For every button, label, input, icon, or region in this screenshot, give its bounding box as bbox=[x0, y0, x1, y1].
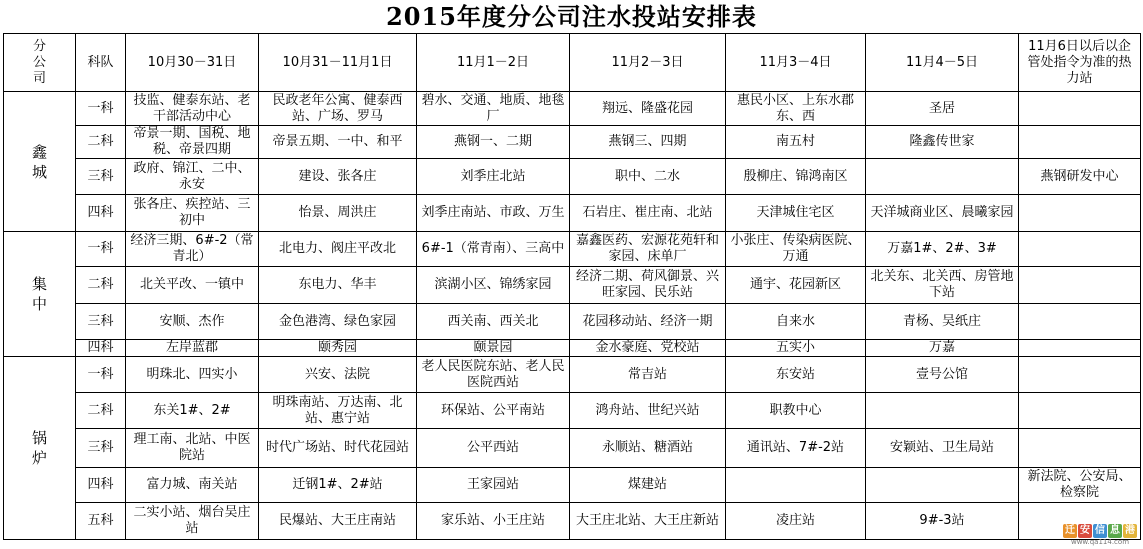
company-cell: 鑫城 bbox=[4, 92, 76, 232]
station-cell: 民政老年公寓、健泰西站、广场、罗马 bbox=[259, 92, 417, 126]
station-cell: 新法院、公安局、检察院 bbox=[1019, 468, 1141, 503]
station-cell: 燕钢研发中心 bbox=[1019, 159, 1141, 195]
station-cell bbox=[1019, 126, 1141, 159]
header-cell: 科队 bbox=[76, 34, 126, 92]
watermark-char: 迁 bbox=[1065, 525, 1075, 536]
station-cell: 大王庄北站、大王庄新站 bbox=[570, 503, 726, 540]
station-cell: 翔远、隆盛花园 bbox=[570, 92, 726, 126]
station-cell bbox=[726, 468, 866, 503]
station-cell: 北关平改、一镇中 bbox=[126, 267, 259, 304]
watermark-char: 港 bbox=[1125, 525, 1135, 536]
station-cell: 理工南、北站、中医院站 bbox=[126, 429, 259, 468]
station-cell: 鸿舟站、世纪兴站 bbox=[570, 393, 726, 429]
team-cell: 一科 bbox=[76, 92, 126, 126]
company-cell: 锅炉 bbox=[4, 357, 76, 540]
watermark-logo bbox=[1063, 524, 1137, 546]
station-cell: 天津城住宅区 bbox=[726, 195, 866, 232]
team-cell: 一科 bbox=[76, 232, 126, 267]
header-cell: 10月30－31日 bbox=[126, 34, 259, 92]
station-cell: 金色港湾、绿色家园 bbox=[259, 304, 417, 340]
station-cell: 青杨、吴纸庄 bbox=[866, 304, 1019, 340]
station-cell: 老人民医院东站、老人民医院西站 bbox=[417, 357, 570, 393]
station-cell: 刘季庄北站 bbox=[417, 159, 570, 195]
station-cell: 壹号公馆 bbox=[866, 357, 1019, 393]
team-cell: 四科 bbox=[76, 468, 126, 503]
station-cell: 帝景五期、一中、和平 bbox=[259, 126, 417, 159]
station-cell: 6#-1（常青南）、三高中 bbox=[417, 232, 570, 267]
station-cell: 煤建站 bbox=[570, 468, 726, 503]
station-cell: 经济三期、6#-2（常青北） bbox=[126, 232, 259, 267]
station-cell: 天洋城商业区、晨曦家园 bbox=[866, 195, 1019, 232]
station-cell bbox=[1019, 267, 1141, 304]
station-cell bbox=[1019, 340, 1141, 357]
table-row bbox=[4, 340, 1141, 357]
station-cell: 帝景一期、国税、地税、帝景四期 bbox=[126, 126, 259, 159]
station-cell: 刘季庄南站、市政、万生 bbox=[417, 195, 570, 232]
team-cell: 二科 bbox=[76, 393, 126, 429]
station-cell: 圣居 bbox=[866, 92, 1019, 126]
team-cell: 二科 bbox=[76, 126, 126, 159]
schedule-table bbox=[3, 33, 1141, 540]
table-row bbox=[4, 92, 1141, 126]
station-cell bbox=[866, 159, 1019, 195]
station-cell: 左岸蓝郡 bbox=[126, 340, 259, 357]
station-cell: 常吉站 bbox=[570, 357, 726, 393]
station-cell: 金水豪庭、党校站 bbox=[570, 340, 726, 357]
table-row bbox=[4, 429, 1141, 468]
station-cell: 政府、锦江、二中、永安 bbox=[126, 159, 259, 195]
station-cell: 万嘉 bbox=[866, 340, 1019, 357]
station-cell: 通讯站、7#-2站 bbox=[726, 429, 866, 468]
team-cell: 一科 bbox=[76, 357, 126, 393]
station-cell: 石岩庄、崔庄南、北站 bbox=[570, 195, 726, 232]
watermark-url: www.qa114.com bbox=[1070, 538, 1130, 546]
table-row bbox=[4, 357, 1141, 393]
station-cell: 时代广场站、时代花园站 bbox=[259, 429, 417, 468]
station-cell: 技监、健泰东站、老干部活动中心 bbox=[126, 92, 259, 126]
header-cell: 10月31－11月1日 bbox=[259, 34, 417, 92]
station-cell: 环保站、公平南站 bbox=[417, 393, 570, 429]
table-row bbox=[4, 304, 1141, 340]
table-row bbox=[4, 159, 1141, 195]
station-cell: 燕钢三、四期 bbox=[570, 126, 726, 159]
station-cell: 职中、二水 bbox=[570, 159, 726, 195]
station-cell: 王家园站 bbox=[417, 468, 570, 503]
station-cell bbox=[1019, 232, 1141, 267]
table-row bbox=[4, 126, 1141, 159]
station-cell bbox=[1019, 92, 1141, 126]
team-cell: 三科 bbox=[76, 159, 126, 195]
station-cell: 滨湖小区、锦绣家园 bbox=[417, 267, 570, 304]
station-cell: 颐秀园 bbox=[259, 340, 417, 357]
station-cell: 职教中心 bbox=[726, 393, 866, 429]
table-row bbox=[4, 503, 1141, 540]
team-cell: 四科 bbox=[76, 195, 126, 232]
header-cell: 11月1－2日 bbox=[417, 34, 570, 92]
station-cell bbox=[1019, 429, 1141, 468]
station-cell: 东关1#、2# bbox=[126, 393, 259, 429]
station-cell: 兴安、法院 bbox=[259, 357, 417, 393]
header-cell: 11月3－4日 bbox=[726, 34, 866, 92]
team-cell: 二科 bbox=[76, 267, 126, 304]
station-cell: 怡景、周洪庄 bbox=[259, 195, 417, 232]
team-cell: 五科 bbox=[76, 503, 126, 540]
station-cell: 凌庄站 bbox=[726, 503, 866, 540]
station-cell: 燕钢一、二期 bbox=[417, 126, 570, 159]
team-cell: 三科 bbox=[76, 429, 126, 468]
station-cell bbox=[1019, 393, 1141, 429]
station-cell: 9#-3站 bbox=[866, 503, 1019, 540]
station-cell: 花园移动站、经济一期 bbox=[570, 304, 726, 340]
station-cell: 经济二期、荷风御景、兴旺家园、民乐站 bbox=[570, 267, 726, 304]
watermark-char: 信 bbox=[1095, 525, 1105, 536]
station-cell: 北关东、北关西、房管地下站 bbox=[866, 267, 1019, 304]
station-cell: 东电力、华丰 bbox=[259, 267, 417, 304]
header-cell: 分公司 bbox=[4, 34, 76, 92]
station-cell: 建设、张各庄 bbox=[259, 159, 417, 195]
station-cell bbox=[866, 393, 1019, 429]
station-cell: 张各庄、疾控站、三初中 bbox=[126, 195, 259, 232]
header-cell: 11月4－5日 bbox=[866, 34, 1019, 92]
watermark-char: 息 bbox=[1110, 525, 1120, 536]
station-cell bbox=[1019, 304, 1141, 340]
station-cell bbox=[1019, 357, 1141, 393]
station-cell: 富力城、南关站 bbox=[126, 468, 259, 503]
station-cell: 安颖站、卫生局站 bbox=[866, 429, 1019, 468]
station-cell: 东安站 bbox=[726, 357, 866, 393]
company-cell: 集中 bbox=[4, 232, 76, 357]
station-cell bbox=[1019, 195, 1141, 232]
station-cell: 隆鑫传世家 bbox=[866, 126, 1019, 159]
station-cell: 西关南、西关北 bbox=[417, 304, 570, 340]
station-cell: 北电力、阀庄平改北 bbox=[259, 232, 417, 267]
page-title: 2015年度分公司注水投站安排表 bbox=[386, 2, 757, 31]
station-cell bbox=[866, 468, 1019, 503]
station-cell: 万嘉1#、2#、3# bbox=[866, 232, 1019, 267]
station-cell: 惠民小区、上东水郡东、西 bbox=[726, 92, 866, 126]
header-cell: 11月6日以后以企管处指令为准的热力站 bbox=[1019, 34, 1141, 92]
station-cell: 碧水、交通、地质、地毯厂 bbox=[417, 92, 570, 126]
station-cell: 公平西站 bbox=[417, 429, 570, 468]
station-cell: 迁钢1#、2#站 bbox=[259, 468, 417, 503]
header-row bbox=[4, 34, 1141, 92]
team-cell: 三科 bbox=[76, 304, 126, 340]
station-cell: 明珠北、四实小 bbox=[126, 357, 259, 393]
station-cell: 永顺站、糖酒站 bbox=[570, 429, 726, 468]
station-cell: 明珠南站、万达南、北站、惠宁站 bbox=[259, 393, 417, 429]
table-row bbox=[4, 468, 1141, 503]
station-cell: 安顺、杰作 bbox=[126, 304, 259, 340]
station-cell: 小张庄、传染病医院、万通 bbox=[726, 232, 866, 267]
table-row bbox=[4, 232, 1141, 267]
station-cell: 自来水 bbox=[726, 304, 866, 340]
station-cell: 民爆站、大王庄南站 bbox=[259, 503, 417, 540]
station-cell: 南五村 bbox=[726, 126, 866, 159]
station-cell: 家乐站、小王庄站 bbox=[417, 503, 570, 540]
station-cell: 嘉鑫医药、宏源花苑轩和家园、床单厂 bbox=[570, 232, 726, 267]
station-cell: 五实小 bbox=[726, 340, 866, 357]
table-row bbox=[4, 267, 1141, 304]
station-cell: 通宇、花园新区 bbox=[726, 267, 866, 304]
team-cell: 四科 bbox=[76, 340, 126, 357]
station-cell: 殷柳庄、锦鸿南区 bbox=[726, 159, 866, 195]
watermark-char: 安 bbox=[1080, 525, 1090, 536]
header-cell: 11月2－3日 bbox=[570, 34, 726, 92]
table-row bbox=[4, 195, 1141, 232]
station-cell: 颐景园 bbox=[417, 340, 570, 357]
station-cell: 二实小站、烟台吴庄站 bbox=[126, 503, 259, 540]
table-row bbox=[4, 393, 1141, 429]
